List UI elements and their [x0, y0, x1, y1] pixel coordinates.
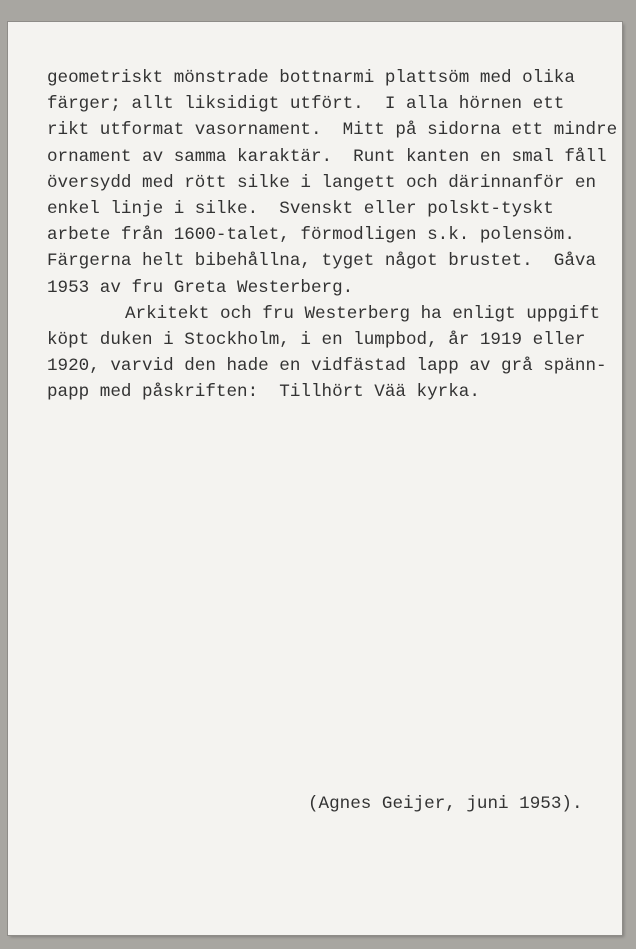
text-line: enkel linje i silke. Svenskt eller polskt-tyskt — [47, 199, 554, 220]
signature-line: (Agnes Geijer, juni 1953). — [308, 794, 583, 814]
text-line: geometriskt mönstrade bottnarmi plattsöm med olika — [47, 68, 575, 88]
text-line: 1953 av fru Greta Westerberg. — [47, 277, 354, 298]
text-line: översydd med rött silke i langett och därinnanför en — [47, 172, 597, 193]
typed-text — [47, 65, 622, 406]
text-line: papp med påskriften: Tillhört Vää kyrka. — [47, 382, 480, 403]
text-line: arbete från 1600-talet, förmodligen s.k. polensöm. — [47, 225, 575, 246]
text-line: 1920, varvid den hade en vidfästad lapp av grå spänn- — [47, 356, 607, 377]
index-card — [8, 22, 622, 935]
text-line: Arkitekt och fru Westerberg ha enligt uppgift — [125, 303, 601, 324]
text-line: köpt duken i Stockholm, i en lumpbod, år 1919 eller — [47, 330, 586, 351]
text-line: Färgerna helt bibehållna, tyget något brustet. Gåva — [47, 251, 597, 272]
text-line: rikt utformat vasornament. Mitt på sidorna ett mindre — [47, 120, 618, 141]
text-line: ornament av samma karaktär. Runt kanten en smal fåll — [47, 146, 607, 167]
text-line: färger; allt liksidigt utfört. I alla hörnen ett — [47, 94, 565, 115]
